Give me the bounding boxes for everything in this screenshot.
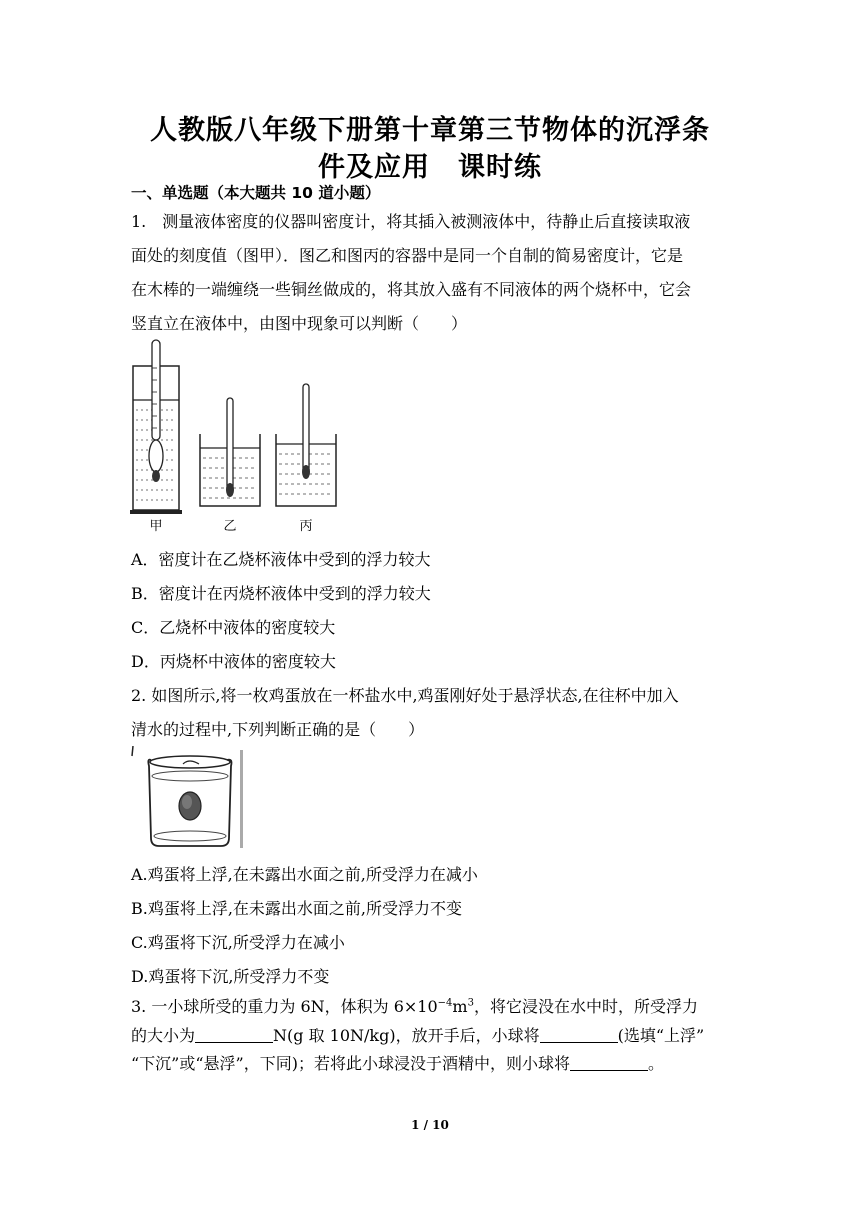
page-title-line-1: 人教版八年级下册第十章第三节物体的沉浮条 (150, 115, 710, 146)
page-number: 1 / 10 (411, 1118, 449, 1132)
graduated-cylinder-icon (130, 340, 182, 514)
egg-beaker-icon (132, 746, 243, 848)
q1-figure-hydrometers (130, 338, 342, 542)
figure-label-yi: 乙 (223, 519, 237, 534)
answer-blank-2[interactable] (540, 1026, 618, 1043)
q2-option-a: A.鸡蛋将上浮,在未露出水面之前,所受浮力在减小 (131, 865, 478, 884)
answer-blank-3[interactable] (570, 1054, 648, 1071)
page-title-line-2: 件及应用 课时练 (318, 152, 542, 183)
beaker-bing-icon (276, 384, 336, 506)
q2-line-1: 2. 如图所示,将一枚鸡蛋放在一杯盐水中,鸡蛋刚好处于悬浮状态,在往杯中加入 (131, 686, 679, 705)
figure-label-bing: 丙 (299, 519, 313, 534)
q2-figure-egg-beaker (129, 746, 247, 854)
q3-line-3: “下沉”或“悬浮”，下同)；若将此小球浸没于酒精中，则小球将 。 (131, 1054, 664, 1073)
q2-option-c: C.鸡蛋将下沉,所受浮力在减小 (131, 933, 345, 952)
q1-line-1: 1. 测量液体密度的仪器叫密度计，将其插入被测液体中，待静止后直接读取液 (131, 212, 691, 231)
figure-label-jia: 甲 (149, 519, 163, 534)
q2-option-b: B.鸡蛋将上浮,在未露出水面之前,所受浮力不变 (131, 899, 463, 918)
q2-option-d: D.鸡蛋将下沉,所受浮力不变 (131, 967, 330, 986)
beaker-yi-icon (200, 398, 260, 506)
q1-line-2: 面处的刻度值（图甲）．图乙和图丙的容器中是同一个自制的简易密度计，它是 (131, 246, 684, 265)
q1-option-d: D．丙烧杯中液体的密度较大 (131, 652, 336, 671)
q3-line-2: 的大小为 N(g 取 10N/kg)，放开手后，小球将 (选填“上浮” (131, 1026, 705, 1045)
q1-option-a: A．密度计在乙烧杯液体中受到的浮力较大 (131, 550, 431, 569)
answer-blank-1[interactable] (195, 1026, 273, 1043)
q3-line-1: 3. 一小球所受的重力为 6N，体积为 $6\times 10^{-4}m^3$，将它浸没在水中时，所受浮力 (131, 997, 698, 1016)
section-heading: 一、单选题（本大题共 10 道小题） (131, 184, 381, 202)
q2-line-2: 清水的过程中,下列判断正确的是（ ） (131, 720, 425, 739)
q1-line-4: 竖直立在液体中，由图中现象可以判断（ ） (131, 314, 468, 333)
q1-option-c: C．乙烧杯中液体的密度较大 (131, 618, 336, 637)
q1-option-b: B．密度计在丙烧杯液体中受到的浮力较大 (131, 584, 431, 603)
q1-line-3: 在木棒的一端缠绕一些铜丝做成的，将其放入盛有不同液体的两个烧杯中，它会 (131, 280, 692, 299)
